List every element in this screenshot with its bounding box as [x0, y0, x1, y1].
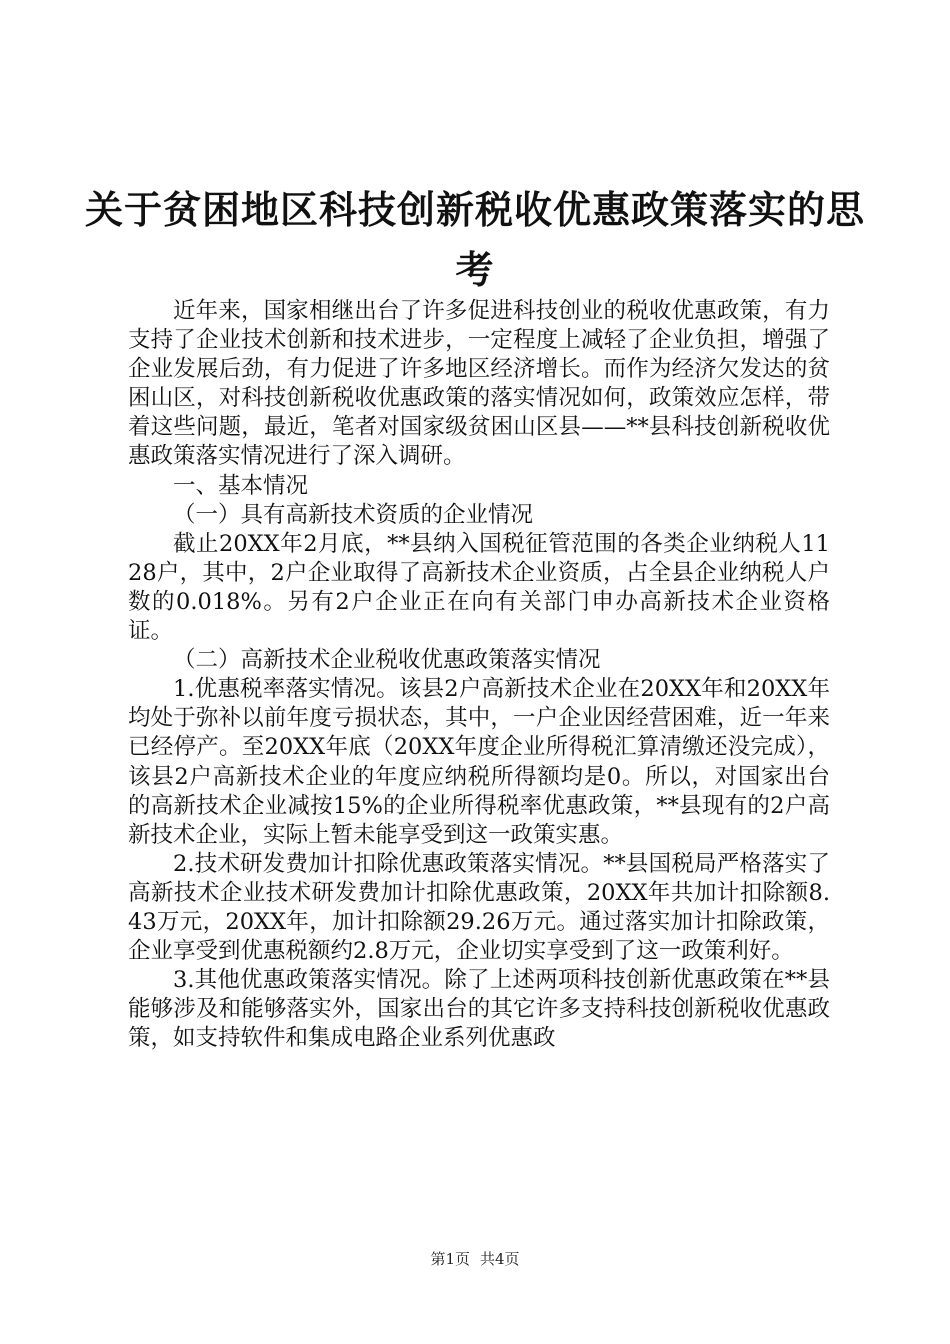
- document-title-line-1: 关于贫困地区科技创新税收优惠政策落实的思: [84, 187, 865, 232]
- paragraph-enterprise-count: 截止20XX年2月底，**县纳入国税征管范围的各类企业纳税人1128户，其中，2户企业取得了高新技术企业资质，占全县企业纳税人户数的0.018%。另有2户企业正在向有关部门申办高新技术企业资格证。: [128, 530, 830, 645]
- section-heading-basic: 一、基本情况: [173, 472, 309, 499]
- page-footer: [0, 1248, 950, 1269]
- subsection-heading-1: （一）具有高新技术资质的企业情况: [173, 501, 534, 528]
- page-total: 共4页: [480, 1250, 520, 1268]
- paragraph-rd-deduction: 2.技术研发费加计扣除优惠政策落实情况。**县国税局严格落实了高新技术企业技术研发费加计扣除优惠政策，20XX年共加计扣除额8.43万元，20XX年，加计扣除额29.26万元。通过落实加计扣除政策，企业享受到优惠税额约2.8万元，企业切实享受到了这一政策利好。: [128, 850, 830, 965]
- subsection-heading-2: （二）高新技术企业税收优惠政策落实情况: [173, 647, 601, 674]
- paragraph-other-policies: 3.其他优惠政策落实情况。除了上述两项科技创新优惠政策在**县能够涉及和能够落实外，国家出台的其它许多支持科技创新税收优惠政策，如支持软件和集成电路企业系列优惠政: [128, 967, 830, 1052]
- paragraph-intro: 近年来，国家相继出台了许多促进科技创业的税收优惠政策，有力支持了企业技术创新和技术进步，一定程度上减轻了企业负担，增强了企业发展后劲，有力促进了许多地区经济增长。而作为经济欠发达的贫困山区，对科技创新税收优惠政策的落实情况如何，政策效应怎样，带着这些问题，最近，笔者对国家级贫困山区县——**县科技创新税收优惠政策落实情况进行了深入调研。: [128, 298, 830, 470]
- paragraph-tax-rate: 1.优惠税率落实情况。该县2户高新技术企业在20XX年和20XX年均处于弥补以前年度亏损状态，其中，一户企业因经营困难，近一年来已经停产。至20XX年底（20XX年度企业所得税汇算清缴还没完成），该县2户高新技术企业的年度应纳税所得额均是0。所以，对国家出台的高新技术企业减按15%的企业所得税率优惠政策，**县现有的2户高新技术企业，实际上暂未能享受到这一政策实惠。: [128, 676, 830, 848]
- page-number: 第1页: [430, 1250, 470, 1268]
- document-title-line-2: 考: [455, 247, 495, 292]
- document-body: [128, 297, 830, 1053]
